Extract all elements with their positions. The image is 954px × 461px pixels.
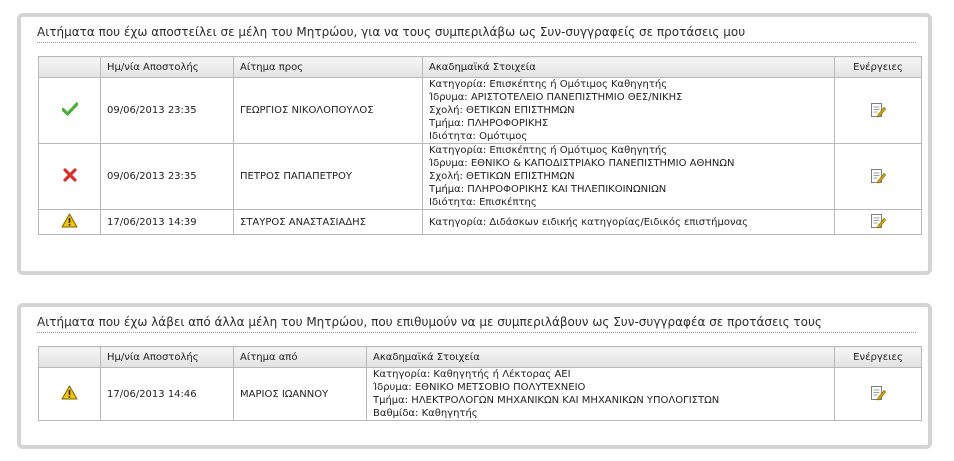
received-requests-panel bbox=[17, 303, 932, 449]
check-icon bbox=[62, 102, 78, 119]
warning-icon bbox=[61, 385, 78, 403]
date-column-header: Ημ/νία Αποστολής bbox=[101, 57, 234, 78]
actions-cell bbox=[835, 368, 922, 421]
date-cell: 09/06/2013 23:35 bbox=[101, 144, 234, 210]
academic-detail-line: Κατηγορία: Καθηγητής ή Λέκτορας ΑΕΙ bbox=[373, 369, 571, 380]
academic-detail-line: Βαθμίδα: Καθηγητής bbox=[373, 408, 478, 419]
academic-detail-line: Τμήμα: ΠΛΗΡΟΦΟΡΙΚΗΣ ΚΑΙ ΤΗΛΕΠΙΚΟΙΝΩΝΙΩΝ bbox=[429, 184, 667, 195]
actions-column-header: Ενέργειες bbox=[835, 347, 922, 368]
academic-detail-line: Κατηγορία: Επισκέπτης ή Ομότιμος Καθηγητής bbox=[429, 145, 668, 156]
status-column-header bbox=[39, 57, 101, 78]
academic-detail-line: Ίδρυμα: ΕΘΝΙΚΟ & ΚΑΠΟΔΙΣΤΡΙΑΚΟ ΠΑΝΕΠΙΣΤΗΜΙΟ ΑΘΗΝΩΝ bbox=[429, 158, 735, 169]
academic-detail-line: Ίδρυμα: ΑΡΙΣΤΟΤΕΛΕΙΟ ΠΑΝΕΠΙΣΤΗΜΙΟ ΘΕΣ/ΝΙΚΗΣ bbox=[429, 92, 683, 103]
status-column-header bbox=[39, 347, 101, 368]
academic-detail-line: Σχολή: ΘΕΤΙΚΩΝ ΕΠΙΣΤΗΜΩΝ bbox=[429, 105, 575, 116]
person-cell: ΣΤΑΥΡΟΣ ΑΝΑΣΤΑΣΙΑΔΗΣ bbox=[234, 210, 423, 235]
status-cell bbox=[39, 144, 101, 210]
academic-detail-line: Ιδιότητα: Ομότιμος bbox=[429, 131, 528, 142]
academic-detail-line: Κατηγορία: Διδάσκων ειδικής κατηγορίας/Ειδικός επιστήμονας bbox=[429, 216, 749, 228]
actions-cell bbox=[835, 78, 922, 144]
received-requests-table bbox=[38, 346, 922, 421]
edit-request-icon[interactable] bbox=[869, 385, 887, 403]
academic-detail-line: Κατηγορία: Επισκέπτης ή Ομότιμος Καθηγητής bbox=[429, 79, 668, 90]
academic-details-cell bbox=[423, 78, 835, 144]
sent-requests-title: Αιτήματα που έχω αποστείλει σε μέλη του Μητρώου, για να τους συμπεριλάβω ως Συν-συγγραφείς σε προτάσεις μου bbox=[37, 25, 916, 43]
academic-details-cell bbox=[423, 210, 835, 235]
sent-requests-panel bbox=[17, 13, 932, 275]
table-row bbox=[39, 144, 922, 210]
person-cell: ΠΕΤΡΟΣ ΠΑΠΑΠΕΤΡΟΥ bbox=[234, 144, 423, 210]
academic-detail-line: Ίδρυμα: ΕΘΝΙΚΟ ΜΕΤΣΟΒΙΟ ΠΟΛΥΤΕΧΝΕΙΟ bbox=[373, 382, 586, 393]
edit-request-icon[interactable] bbox=[869, 213, 887, 231]
academic-detail-line: Σχολή: ΘΕΤΙΚΩΝ ΕΠΙΣΤΗΜΩΝ bbox=[429, 171, 575, 182]
table-row bbox=[39, 210, 922, 235]
received-requests-title: Αιτήματα που έχω λάβει από άλλα μέλη του Μητρώου, που επιθυμούν να με συμπεριλάβουν ως Συν-συγγραφέα σε προτάσεις τους bbox=[37, 315, 916, 333]
warning-icon bbox=[61, 213, 78, 231]
cross-icon bbox=[63, 168, 77, 185]
academic-column-header: Ακαδημαϊκά Στοιχεία bbox=[423, 57, 835, 78]
sent-requests-table bbox=[38, 56, 922, 235]
actions-column-header: Ενέργειες bbox=[835, 57, 922, 78]
actions-cell bbox=[835, 210, 922, 235]
edit-request-icon[interactable] bbox=[869, 168, 887, 186]
recipient-column-header: Αίτημα προς bbox=[234, 57, 423, 78]
date-column-header: Ημ/νία Αποστολής bbox=[101, 347, 234, 368]
sender-column-header: Αίτημα από bbox=[234, 347, 367, 368]
status-cell bbox=[39, 210, 101, 235]
date-cell: 09/06/2013 23:35 bbox=[101, 78, 234, 144]
table-row bbox=[39, 78, 922, 144]
status-cell bbox=[39, 78, 101, 144]
date-cell: 17/06/2013 14:46 bbox=[101, 368, 234, 421]
table-row bbox=[39, 368, 922, 421]
academic-details-cell bbox=[367, 368, 835, 421]
status-cell bbox=[39, 368, 101, 421]
person-cell: ΓΕΩΡΓΙΟΣ ΝΙΚΟΛΟΠΟΥΛΟΣ bbox=[234, 78, 423, 144]
academic-details-cell bbox=[423, 144, 835, 210]
academic-detail-line: Τμήμα: ΠΛΗΡΟΦΟΡΙΚΗΣ bbox=[429, 118, 549, 129]
academic-detail-line: Ιδιότητα: Επισκέπτης bbox=[429, 197, 537, 208]
actions-cell bbox=[835, 144, 922, 210]
table-header-row bbox=[39, 57, 922, 78]
edit-request-icon[interactable] bbox=[869, 102, 887, 120]
academic-column-header: Ακαδημαϊκά Στοιχεία bbox=[367, 347, 835, 368]
date-cell: 17/06/2013 14:39 bbox=[101, 210, 234, 235]
table-header-row bbox=[39, 347, 922, 368]
person-cell: ΜΑΡΙΟΣ ΙΩΑΝΝΟΥ bbox=[234, 368, 367, 421]
academic-detail-line: Τμήμα: ΗΛΕΚΤΡΟΛΟΓΩΝ ΜΗΧΑΝΙΚΩΝ ΚΑΙ ΜΗΧΑΝΙΚΩΝ ΥΠΟΛΟΓΙΣΤΩΝ bbox=[373, 395, 720, 406]
